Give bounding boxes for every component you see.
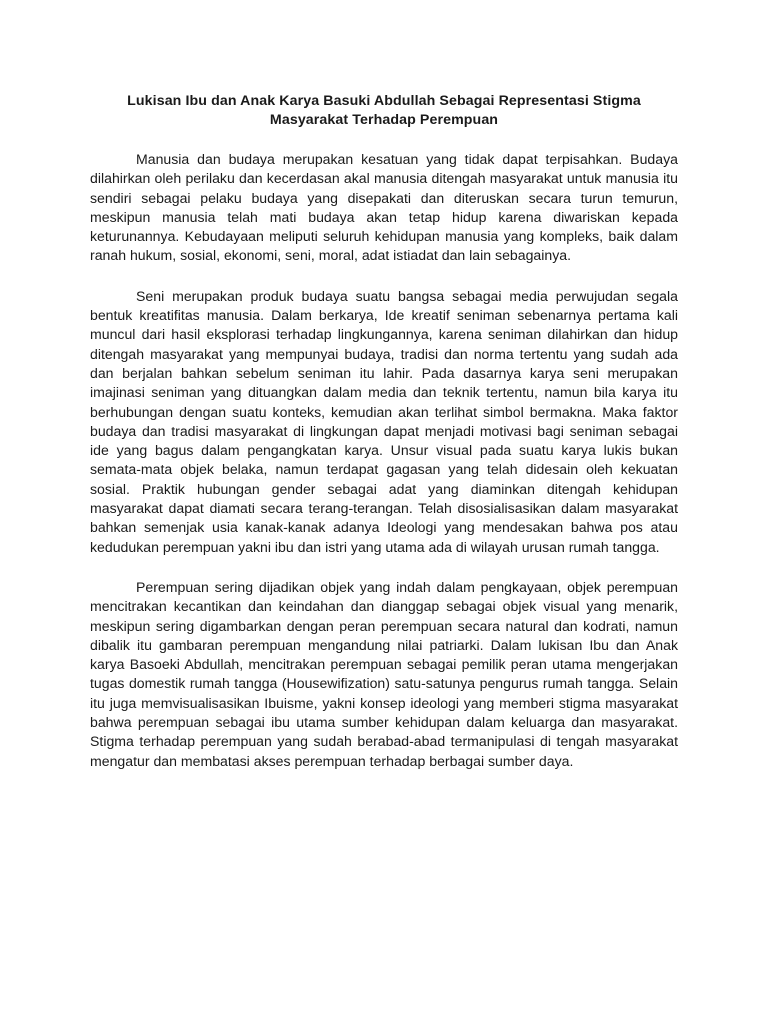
document-body xyxy=(90,150,678,792)
paragraph-3: Perempuan sering dijadikan objek yang indah dalam pengkayaan, objek perempuan mencitrakan kecantikan dan keindahan dan dianggap sebagai objek visual yang menarik, meskipun sering digambarkan dengan peran perempuan secara natural dan kodrati, namun dibalik itu gambaran perempuan mengandung nilai patriarki. Dalam lukisan Ibu dan Anak karya Basoeki Abdullah, mencitrakan perempuan sebagai pemilik peran utama mengerjakan tugas domestik rumah tangga (Housewifization) satu-satunya pengurus rumah tangga. Selain itu juga memvisualisasikan Ibuisme, yakni konsep ideologi yang memberi stigma masyarakat bahwa perempuan sebagai ibu utama sumber kehidupan dalam keluarga dan masyarakat. Stigma terhadap perempuan yang sudah berabad-abad termanipulasi di tengah masyarakat mengatur dan membatasi akses perempuan terhadap berbagai sumber daya. xyxy=(90,578,678,769)
paragraph-2: Seni merupakan produk budaya suatu bangsa sebagai media perwujudan segala bentuk kreatifitas manusia. Dalam berkarya, Ide kreatif seniman sebenarnya pertama kali muncul dari hasil eksplorasi terhadap lingkungannya, karena seniman dilahirkan dan hidup ditengah masyarakat yang mempunyai budaya, tradisi dan norma tertentu yang sudah ada dan berjalan bahkan sebelum seniman itu lahir. Pada dasarnya karya seni merupakan imajinasi seniman yang dituangkan dalam media dan teknik tertentu, namun bila karya itu berhubungan dengan suatu konteks, kemudian akan terlihat simbol bermakna. Maka faktor budaya dan tradisi masyarakat di lingkungan dapat menjadi motivasi bagi seniman sebagai ide yang bagus dalam pengangkatan karya. Unsur visual pada suatu karya lukis bukan semata-mata objek belaka, namun terdapat gagasan yang telah didesain oleh kekuatan sosial. Praktik hubungan gender sebagai adat yang diaminkan ditengah kehidupan masyarakat dapat diamati secara terang-terangan. Telah disosialisasikan dalam masyarakat bahkan semenjak usia kanak-kanak adanya Ideologi yang mendesakan bahwa pos atau kedudukan perempuan yakni ibu dan istri yang utama ada di wilayah urusan rumah tangga. xyxy=(90,287,678,555)
document-title: Lukisan Ibu dan Anak Karya Basuki Abdullah Sebagai Representasi Stigma Masyarakat Terhadap Perempuan xyxy=(127,93,641,128)
paragraph-1: Manusia dan budaya merupakan kesatuan yang tidak dapat terpisahkan. Budaya dilahirkan oleh perilaku dan kecerdasan akal manusia ditengah masyarakat untuk manusia itu sendiri sebagai pelaku budaya yang disepakati dan diteruskan secara turun temurun, meskipun manusia telah mati budaya akan tetap hidup karena diwariskan kepada keturunannya. Kebudayaan meliputi seluruh kehidupan manusia yang kompleks, baik dalam ranah hukum, sosial, ekonomi, seni, moral, adat istiadat dan lain sebagainya. xyxy=(90,151,678,264)
